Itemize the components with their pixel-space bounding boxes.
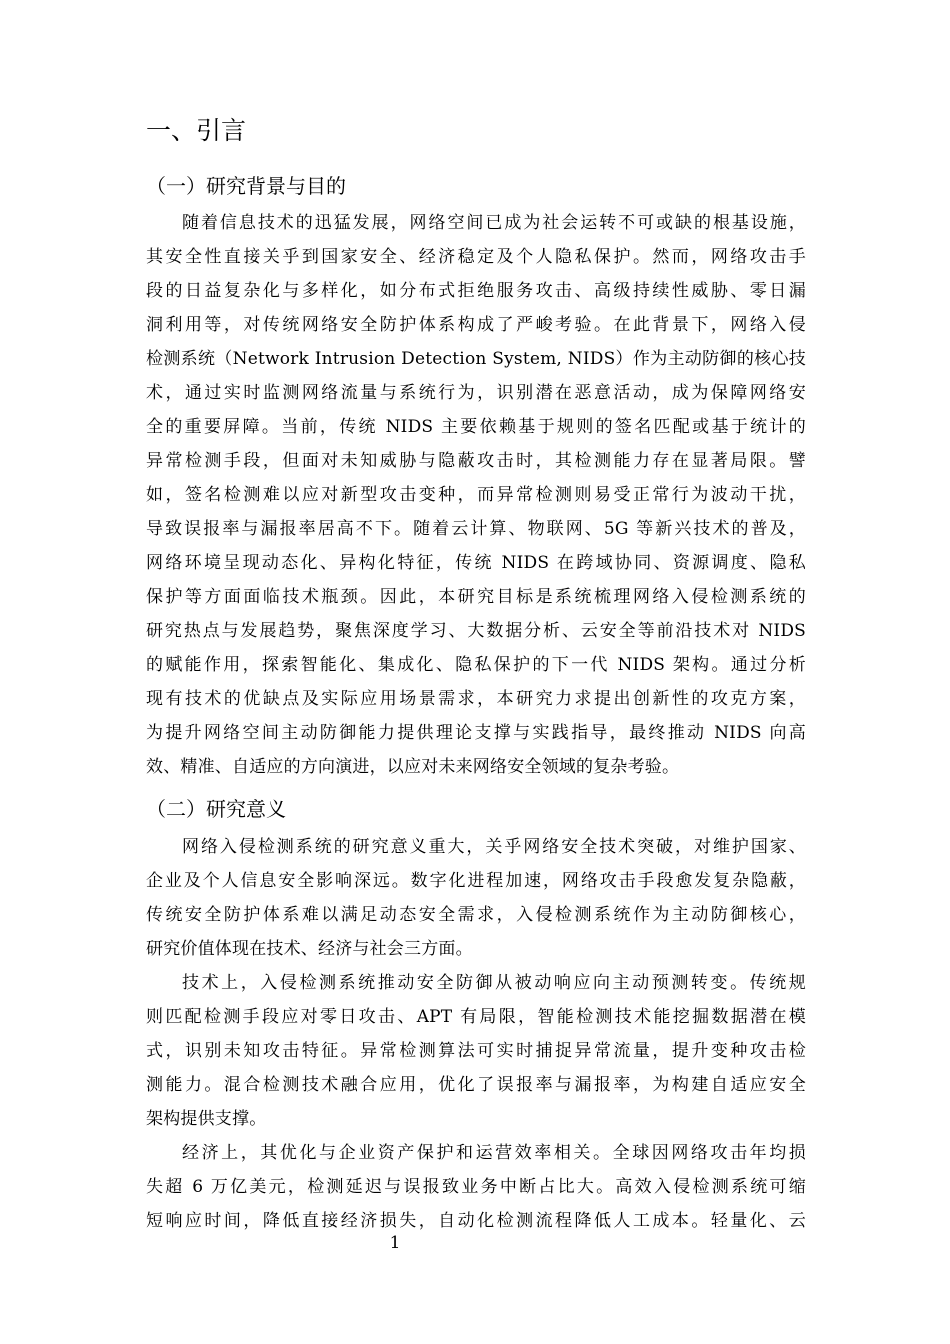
paragraph-line: 异常检测手段，但面对未知威胁与隐蔽攻击时，其检测能力存在显著局限。譬 xyxy=(146,451,806,471)
paragraph-line: 研究热点与发展趋势，聚焦深度学习、大数据分析、云安全等前沿技术对 NIDS xyxy=(146,621,806,641)
paragraph-line: 式，识别未知攻击特征。异常检测算法可实时捕捉异常流量，提升变种攻击检 xyxy=(146,1041,806,1061)
paragraph-line: 保护等方面面临技术瓶颈。因此，本研究目标是系统梳理网络入侵检测系统的 xyxy=(146,587,806,607)
paragraph-line: 导致误报率与漏报率居高不下。随着云计算、物联网、5G 等新兴技术的普及， xyxy=(146,519,806,539)
paragraph-line: 测能力。混合检测技术融合应用，优化了误报率与漏报率，为构建自适应安全 xyxy=(146,1075,806,1095)
heading-research-background: （一）研究背景与目的 xyxy=(146,174,346,198)
paragraph-line: 架构提供支撑。 xyxy=(146,1109,267,1129)
paragraph-line: 全的重要屏障。当前，传统 NIDS 主要依赖基于规则的签名匹配或基于统计的 xyxy=(146,417,806,437)
paragraph-line: 其安全性直接关乎到国家安全、经济稳定及个人隐私保护。然而，网络攻击手 xyxy=(146,247,806,267)
heading-introduction: 一、引言 xyxy=(146,116,247,145)
paragraph-line: 为提升网络空间主动防御能力提供理论支撑与实践指导，最终推动 NIDS 向高 xyxy=(146,723,806,743)
paragraph-line: 短响应时间，降低直接经济损失，自动化检测流程降低人工成本。轻量化、云 xyxy=(146,1211,806,1231)
paragraph-line: 如，签名检测难以应对新型攻击变种，而异常检测则易受正常行为波动干扰， xyxy=(146,485,806,505)
paragraph-line: 术，通过实时监测网络流量与系统行为，识别潜在恶意活动，成为保障网络安 xyxy=(146,383,806,403)
paragraph-line: 网络入侵检测系统的研究意义重大，关乎网络安全技术突破，对维护国家、 xyxy=(182,837,806,857)
paragraph-line: 技术上，入侵检测系统推动安全防御从被动响应向主动预测转变。传统规 xyxy=(182,973,806,993)
paragraph-line: 段的日益复杂化与多样化，如分布式拒绝服务攻击、高级持续性威胁、零日漏 xyxy=(146,281,806,301)
paragraph-line: 网络环境呈现动态化、异构化特征，传统 NIDS 在跨域协同、资源调度、隐私 xyxy=(146,553,806,573)
paragraph-line: 效、精准、自适应的方向演进，以应对未来网络安全领域的复杂考验。 xyxy=(146,757,680,777)
paragraph-line: 检测系统（Network Intrusion Detection System, NIDS）作为主动防御的核心技 xyxy=(146,349,806,369)
heading-research-significance: （二）研究意义 xyxy=(146,797,286,821)
paragraph-line: 的赋能作用，探索智能化、集成化、隐私保护的下一代 NIDS 架构。通过分析 xyxy=(146,655,806,675)
paragraph-line: 现有技术的优缺点及实际应用场景需求，本研究力求提出创新性的攻克方案， xyxy=(146,689,806,709)
paragraph-line: 研究价值体现在技术、经济与社会三方面。 xyxy=(146,939,473,959)
paragraph-line: 传统安全防护体系难以满足动态安全需求，入侵检测系统作为主动防御核心， xyxy=(146,905,806,925)
paragraph-line: 洞利用等，对传统网络安全防护体系构成了严峻考验。在此背景下，网络入侵 xyxy=(146,315,806,335)
paragraph-line: 企业及个人信息安全影响深远。数字化进程加速，网络攻击手段愈发复杂隐蔽， xyxy=(146,871,806,891)
paragraph-line: 随着信息技术的迅猛发展，网络空间已成为社会运转不可或缺的根基设施， xyxy=(182,213,806,233)
page-number: 1 xyxy=(389,1233,401,1253)
paragraph-line: 则匹配检测手段应对零日攻击、APT 有局限，智能检测技术能挖掘数据潜在模 xyxy=(146,1007,806,1027)
paragraph-line: 经济上，其优化与企业资产保护和运营效率相关。全球因网络攻击年均损 xyxy=(182,1143,806,1163)
paragraph-line: 失超 6 万亿美元，检测延迟与误报致业务中断占比大。高效入侵检测系统可缩 xyxy=(146,1177,806,1197)
